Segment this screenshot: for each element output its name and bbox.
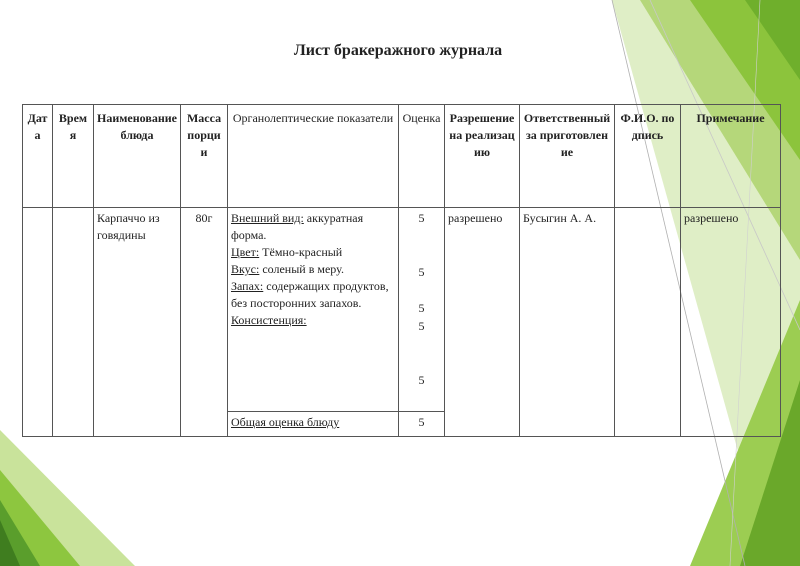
header-signature: Ф.И.О. подпись: [615, 105, 681, 208]
header-score: Оценка: [399, 105, 445, 208]
indicator-text: содержащих продуктов, без посторонних запахов.: [231, 279, 389, 310]
score-consistency: 5: [418, 373, 425, 387]
cell-time: [53, 208, 94, 437]
page-title: Лист бракеражного журнала: [293, 42, 503, 59]
header-mass: Масса порции: [181, 105, 228, 208]
cell-indicators: [228, 208, 399, 412]
header-indicators: Органолептические показатели: [228, 105, 399, 208]
indicator-label: Цвет:: [231, 245, 260, 259]
score-smell: 5: [418, 319, 425, 333]
header-dish: Наименование блюда: [94, 105, 181, 208]
cell-permission: разрешено: [445, 208, 520, 437]
cell-scores: [399, 208, 445, 412]
table-row: [23, 208, 781, 412]
header-time: Время: [53, 105, 94, 208]
journal-table: [22, 104, 781, 437]
header-permission: Разрешение на реализацию: [445, 105, 520, 208]
indicator-text: аккуратная форма.: [231, 211, 364, 242]
header-note: Примечание: [681, 105, 781, 208]
header-row: [23, 105, 781, 208]
indicator-text: Тёмно-красный: [259, 245, 343, 259]
score-appearance: 5: [418, 211, 425, 225]
indicator-label: Внешний вид:: [231, 211, 304, 225]
cell-date: [23, 208, 53, 437]
score-taste: 5: [418, 301, 425, 315]
header-date: Дата: [23, 105, 53, 208]
indicator-label: Запах:: [231, 279, 264, 293]
score-color: 5: [418, 265, 425, 279]
cell-mass: 80г: [181, 208, 228, 437]
indicator-label: Консистенция:: [231, 313, 307, 327]
cell-dish: Карпаччо из говядины: [94, 208, 181, 437]
header-responsible: Ответственный за приготовление: [520, 105, 615, 208]
overall-score: 5: [399, 412, 445, 437]
cell-responsible: Бусыгин А. А.: [520, 208, 615, 437]
cell-note: разрешено: [681, 208, 781, 437]
indicator-text: соленый в меру.: [259, 262, 344, 276]
cell-signature: [615, 208, 681, 437]
indicator-label: Вкус:: [231, 262, 260, 276]
overall-label: Общая оценка блюду: [228, 412, 399, 437]
